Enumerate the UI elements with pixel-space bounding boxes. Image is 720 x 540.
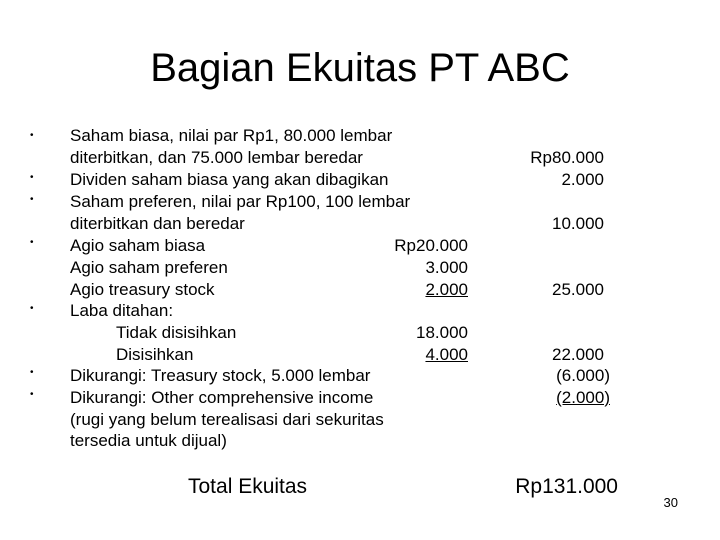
amount-total-agio: 25.000 <box>552 280 604 299</box>
subtotal-disisihkan: 4.000 <box>425 345 468 364</box>
subtotal-tidak-disisihkan: 18.000 <box>416 323 468 342</box>
amount-dividen: 2.000 <box>561 170 604 189</box>
item-laba-ditahan: Laba ditahan: <box>70 301 174 320</box>
bullet-marker: • <box>30 172 34 183</box>
item-tidak-disisihkan: Tidak disisihkan <box>116 323 237 342</box>
item-agio-saham-biasa: Agio saham biasa <box>70 236 206 255</box>
bullet-marker: • <box>30 389 34 400</box>
item-oci-line1: Dikurangi: Other comprehensive income <box>70 388 374 407</box>
amount-oci: (2.000) <box>556 388 610 407</box>
item-oci-line2: (rugi yang belum terealisasi dari sekuritas <box>70 410 384 429</box>
bullet-marker: • <box>30 303 34 314</box>
item-saham-preferen-line1: Saham preferen, nilai par Rp100, 100 lembar <box>70 192 411 211</box>
amount-saham-preferen: 10.000 <box>552 214 604 233</box>
item-saham-biasa-line2: diterbitkan, dan 75.000 lembar beredar <box>70 148 363 167</box>
bullet-marker: • <box>30 367 34 378</box>
item-saham-biasa-line1: Saham biasa, nilai par Rp1, 80.000 lembar <box>70 126 393 145</box>
bullet-marker: • <box>30 130 34 141</box>
item-agio-treasury: Agio treasury stock <box>70 280 215 299</box>
bullet-marker: • <box>30 194 34 205</box>
item-dividen: Dividen saham biasa yang akan dibagikan <box>70 170 389 189</box>
amount-saham-biasa: Rp80.000 <box>530 148 604 167</box>
page-number: 30 <box>663 495 678 510</box>
item-saham-preferen-line2: diterbitkan dan beredar <box>70 214 245 233</box>
item-agio-saham-preferen: Agio saham preferen <box>70 258 228 277</box>
item-oci-line3: tersedia untuk dijual) <box>70 431 227 450</box>
amount-treasury-stock: (6.000) <box>556 366 610 385</box>
slide-title: Bagian Ekuitas PT ABC <box>150 46 570 90</box>
bullet-marker: • <box>30 237 34 248</box>
total-equity-label: Total Ekuitas <box>188 475 308 498</box>
item-treasury-stock: Dikurangi: Treasury stock, 5.000 lembar <box>70 366 371 385</box>
amount-laba-ditahan: 22.000 <box>552 345 604 364</box>
total-equity-value: Rp131.000 <box>515 475 618 498</box>
item-disisihkan: Disisihkan <box>116 345 194 364</box>
subtotal-agio-preferen: 3.000 <box>425 258 468 277</box>
subtotal-agio-biasa: Rp20.000 <box>394 236 468 255</box>
subtotal-agio-treasury: 2.000 <box>425 280 468 299</box>
